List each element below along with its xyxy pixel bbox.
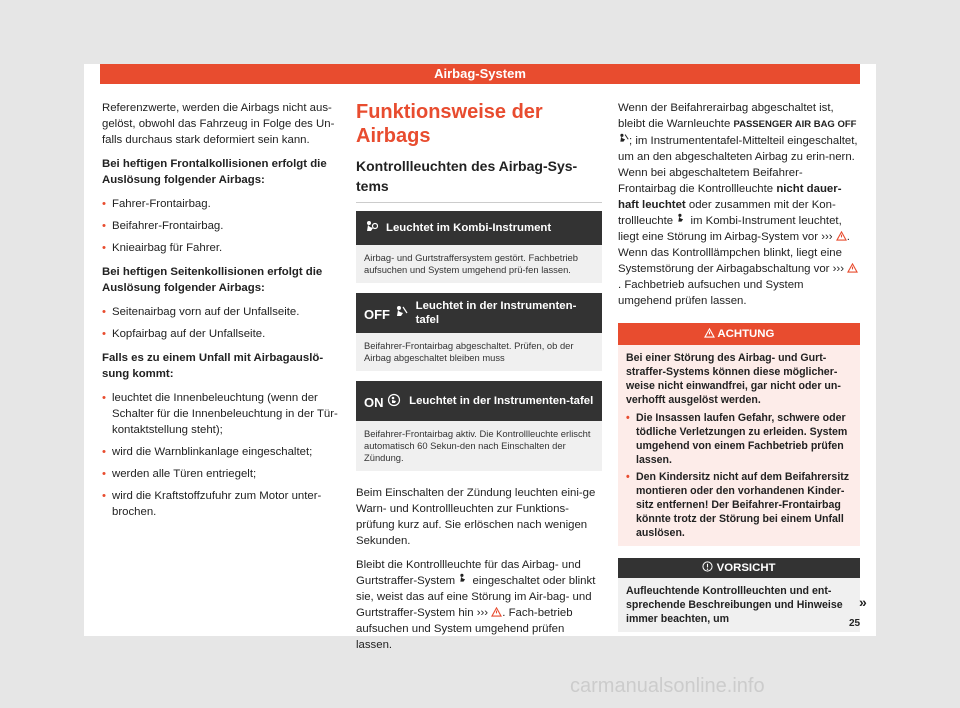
- accident-heading: Falls es zu einem Unfall mit Airbagauslö-sung kommt:: [102, 352, 324, 380]
- lamp-header: [356, 381, 602, 421]
- column-middle: [356, 100, 602, 661]
- watermark: carmanualsonline.info: [570, 675, 765, 697]
- warning-triangle-icon: [847, 263, 858, 275]
- lamp-entry-off: [356, 293, 602, 371]
- lamp-header-text: Leuchtet in der Instrumenten-tafel: [415, 300, 577, 326]
- paragraph-passenger-airbag: Wenn der Beifahrerairbag abgeschaltet ist, bleibt die Warnleuchte PASSENGER AIR BAG OFF ; im Instrumententafel-Mittelteil eingeschaltet, um an den abgeschalteten Airbag zu erin-nern. Wenn bei abgeschaltetem Beifahrer-Frontairbag die Kontrollleuchte nicht dauer-haft leuchtet oder zusammen mit der Kon-trollleuchte im Kombi-Instrument leuchtet, liegt eine Störung im Airbag-System vor ››› . Wenn das Kontrolllämpchen blinkt, liegt eine Systemstörung der Airbagabschaltung vor ››› . Fachbetrieb aufsuchen und System umgehend prüfen lassen.: [618, 102, 858, 307]
- warning-header: ACHTUNG: [618, 323, 860, 345]
- list-item: • werden alle Türen entriegelt;: [102, 466, 340, 482]
- airbag-warning-icon: [364, 220, 378, 237]
- lamp-header: [356, 211, 602, 245]
- section-title: Funktionsweise der Airbags: [356, 101, 543, 147]
- warning-body: [618, 345, 860, 546]
- list-item: • Beifahrer-Frontairbag.: [102, 218, 340, 234]
- lamp-header-text: Leuchtet im Kombi-Instrument: [386, 222, 552, 234]
- paragraph-ignition: Beim Einschalten der Zündung leuchten eini-ge Warn- und Kontrollleuchten zur Funktions-prüfung kurz auf. Sie erlöschen nach wenigen Sekunden.: [356, 487, 596, 547]
- column-right: [618, 100, 860, 632]
- column-left: [102, 100, 340, 528]
- side-list: [102, 304, 340, 342]
- caution-box: [618, 558, 860, 632]
- info-circle-icon: [702, 562, 713, 574]
- section-header: Airbag-System: [100, 64, 860, 84]
- lamp-entry-kombi: [356, 211, 602, 283]
- lamp-entry-on: [356, 381, 602, 471]
- airbag-on-icon: ON: [364, 393, 401, 410]
- lamp-header: [356, 293, 602, 333]
- side-heading: Bei heftigen Seitenkollisionen erfolgt die Auslösung folgender Airbags:: [102, 266, 323, 294]
- accident-list: [102, 390, 340, 520]
- list-item: • wird die Warnblinkanlage eingeschaltet;: [102, 444, 340, 460]
- caution-header: VORSICHT: [618, 558, 860, 578]
- warning-triangle-icon: [704, 328, 715, 340]
- lamp-description: Airbag- und Gurtstraffersystem gestört. Fachbetrieb aufsuchen und System umgehend prü-fen lassen.: [356, 245, 602, 283]
- list-item: • leuchtet die Innenbeleuchtung (wenn der Schalter für die Innenbeleuchtung in der Tür-kontaktstellung steht);: [102, 390, 340, 438]
- airbag-off-icon: OFF: [364, 305, 408, 322]
- page-number: 25: [849, 618, 861, 629]
- passenger-airbag-off-label: PASSENGER AIR BAG OFF: [733, 119, 857, 130]
- lamp-header-text: Leuchtet in der Instrumenten-tafel: [409, 395, 594, 407]
- intro-paragraph: Referenzwerte, werden die Airbags nicht aus-gelöst, obwohl das Fahrzeug in Folge des Un-falls durchaus stark deformiert sein kann.: [102, 102, 335, 146]
- warning-intro: Bei einer Störung des Airbag- und Gurt-straffer-Systems können diese möglicher-weise nicht einwandfrei, gar nicht oder un-verhofft ausgelöst werden.: [626, 352, 841, 406]
- list-item: • wird die Kraftstoffzufuhr zum Motor unter-brochen.: [102, 488, 340, 520]
- warning-list: [626, 411, 852, 540]
- list-item: • Fahrer-Frontairbag.: [102, 196, 340, 212]
- list-item: • Den Kindersitz nicht auf dem Beifahrersitz montieren oder den vorhandenen Kinder-sitz entfernen! Der Beifahrer-Frontairbag könnte trotz der Störung bei einem Unfall auslösen.: [626, 470, 852, 540]
- paragraph-fault: Bleibt die Kontrollleuchte für das Airbag- und Gurtstraffer-System eingeschaltet oder blinkt sie, weist das auf eine Störung im Air-bag- und Gurtstraffer-System hin ››› . Fach-betrieb aufsuchen und System umgehend prüfen lassen.: [356, 559, 596, 651]
- front-heading: Bei heftigen Frontalkollisionen erfolgt die Auslösung folgender Airbags:: [102, 158, 327, 186]
- lamp-description: Beifahrer-Frontairbag aktiv. Die Kontrollleuchte erlischt automatisch 60 Sekun-den nach Einschalten der Zündung.: [356, 421, 602, 471]
- section-subtitle: Kontrollleuchten des Airbag-Sys-tems: [356, 156, 602, 203]
- warning-box: [618, 323, 860, 546]
- continue-arrow: »: [859, 594, 867, 610]
- list-item: • Seitenairbag vorn auf der Unfallseite.: [102, 304, 340, 320]
- airbag-icon: [676, 215, 687, 227]
- list-item: • Die Insassen laufen Gefahr, schwere oder tödliche Verletzungen zu erleiden. System umgehend von einem Fachbetrieb prüfen lassen.: [626, 411, 852, 467]
- airbag-icon: [458, 575, 469, 587]
- front-list: [102, 196, 340, 256]
- list-item: • Knieairbag für Fahrer.: [102, 240, 340, 256]
- caution-body: Aufleuchtende Kontrollleuchten und ent-sprechende Beschreibungen und Hinweise immer beachten, um: [626, 585, 843, 625]
- airbag-off-small-icon: [618, 135, 629, 147]
- warning-triangle-icon: [491, 607, 502, 619]
- warning-triangle-icon: [836, 231, 847, 243]
- list-item: • Kopfairbag auf der Unfallseite.: [102, 326, 340, 342]
- lamp-description: Beifahrer-Frontairbag abgeschaltet. Prüfen, ob der Airbag abgeschaltet bleiben muss: [356, 333, 602, 371]
